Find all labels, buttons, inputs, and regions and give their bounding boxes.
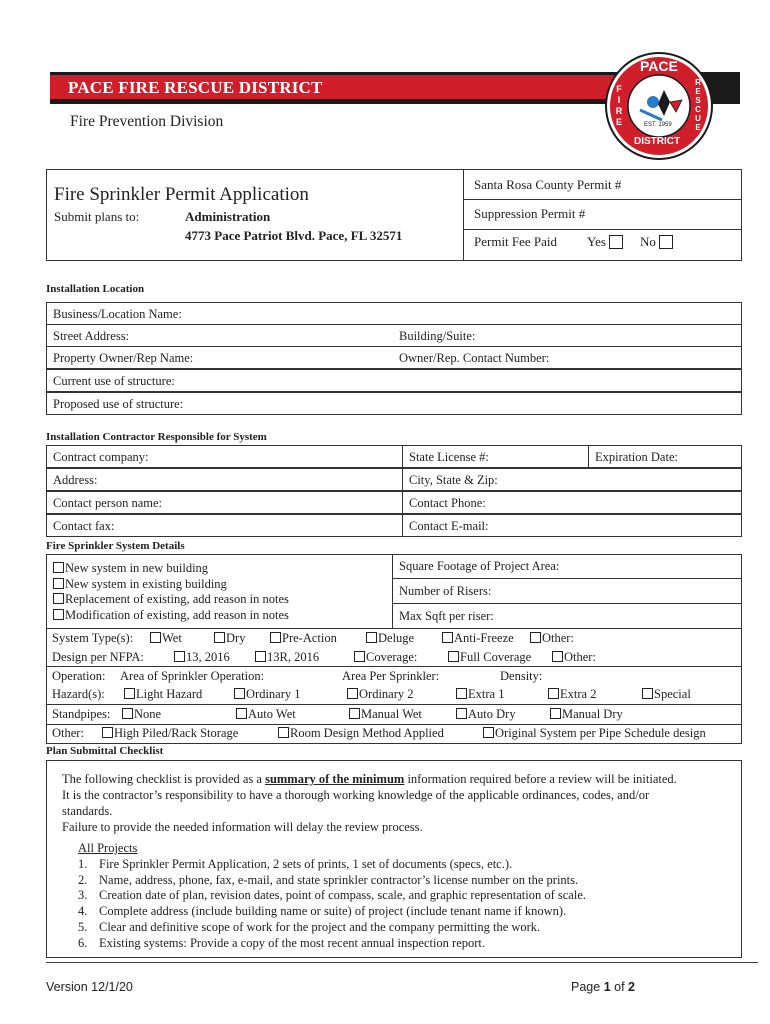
application-title: Fire Sprinkler Permit Application	[54, 184, 309, 205]
design-13-checkbox[interactable]	[174, 651, 185, 662]
option-replacement-label: Replacement of existing, add reason in notes	[65, 592, 289, 606]
checklist-item-text: Existing systems: Provide a copy of the most recent annual inspection report.	[99, 935, 486, 950]
design-coverage[interactable]	[354, 650, 417, 665]
checklist-text	[62, 771, 732, 835]
type-wet-label: Wet	[162, 631, 182, 645]
expiration-divider	[588, 445, 589, 468]
checklist-line-2: It is the contractor’s responsibility to have a thorough working knowledge of the applicable ordinances, codes, and/or	[62, 788, 650, 802]
checklist-item	[78, 873, 738, 889]
checklist-item-number: 2.	[78, 872, 88, 887]
permit-divider-1	[463, 199, 742, 200]
option-modification-label: Modification of existing, add reason in notes	[65, 607, 289, 622]
hazard-extra-2-label: Extra 2	[560, 687, 597, 701]
contact-email-label: Contact E-mail:	[409, 519, 489, 533]
page-number	[571, 980, 635, 994]
operation-label: Operation:	[52, 669, 106, 683]
contract-company-row[interactable]	[46, 445, 742, 468]
business-name-row[interactable]	[46, 302, 742, 325]
suppression-permit-field[interactable]: Suppression Permit #	[474, 206, 586, 221]
standpipe-none-label: None	[134, 707, 162, 721]
option-modification-checkbox[interactable]	[53, 609, 64, 620]
fee-no-label: No	[640, 234, 656, 249]
checklist-item-number: 6.	[78, 935, 88, 950]
contractor-heading: Installation Contractor Responsible for System	[46, 431, 267, 443]
checklist-item-number: 5.	[78, 919, 88, 934]
submit-address: 4773 Pace Patriot Blvd. Pace, FL 32571	[185, 228, 403, 243]
other-high-piled-label: High Piled/Rack Storage	[114, 726, 239, 740]
other-room-design-label: Room Design Method Applied	[290, 726, 444, 740]
option-new-building[interactable]	[53, 561, 289, 577]
version-label: Version 12/1/20	[46, 980, 133, 994]
design-divider	[46, 666, 742, 667]
logo-est: EST. 1959	[644, 122, 672, 128]
hazard-ordinary-1[interactable]	[234, 687, 301, 702]
standpipe-manual-wet-label: Manual Wet	[361, 707, 422, 721]
checklist-item-text: Clear and definitive scope of work for the project and the company permitting the work.	[99, 919, 541, 934]
hazard-extra-2[interactable]	[548, 687, 596, 702]
type-deluge-label: Deluge	[378, 631, 415, 645]
hazard-ordinary-2[interactable]	[347, 687, 414, 702]
contractor-address-label: Address:	[53, 473, 98, 487]
page-of: of	[614, 980, 625, 994]
area-operation-field[interactable]: Area of Sprinkler Operation:	[120, 669, 265, 683]
design-coverage-label: Coverage:	[366, 650, 418, 664]
contractor-col-divider	[402, 445, 403, 537]
checklist-line-4: Failure to provide the needed information will delay the review process.	[62, 820, 423, 834]
city-state-zip-label: City, State & Zip:	[409, 473, 498, 487]
standpipe-manual-dry-label: Manual Dry	[562, 707, 623, 721]
standpipe-divider	[46, 724, 742, 725]
other-pipe-schedule-label: Original System per Pipe Schedule design	[495, 726, 706, 740]
hazard-ordinary-1-label: Ordinary 1	[246, 687, 301, 701]
contract-company-label: Contract company:	[53, 450, 149, 464]
business-name-label: Business/Location Name:	[53, 307, 182, 321]
system-option-list	[53, 561, 289, 623]
hazard-ordinary-2-checkbox[interactable]	[347, 688, 358, 699]
other-pipe-schedule[interactable]	[483, 726, 706, 741]
option-modification[interactable]	[53, 608, 289, 624]
design-other-label: Other:	[564, 650, 596, 664]
hazard-light-checkbox[interactable]	[124, 688, 135, 699]
design-13r-checkbox[interactable]	[255, 651, 266, 662]
all-projects-heading: All Projects	[78, 841, 138, 855]
max-sqft-field[interactable]: Max Sqft per riser:	[399, 609, 494, 623]
design-label: Design per NFPA:	[52, 650, 144, 664]
system-types-label: System Type(s):	[52, 631, 134, 645]
design-13r-label: 13R, 2016	[267, 650, 320, 664]
building-suite-label: Building/Suite:	[399, 329, 476, 343]
fee-no-checkbox[interactable]	[659, 235, 673, 249]
license-label: State License #:	[409, 450, 489, 464]
checklist-item-number: 3.	[78, 888, 88, 903]
option-replacement-checkbox[interactable]	[53, 593, 64, 604]
other-pipe-schedule-checkbox[interactable]	[483, 727, 494, 738]
fee-yes[interactable]	[587, 234, 624, 250]
owner-row[interactable]	[46, 346, 742, 369]
hazard-ordinary-1-checkbox[interactable]	[234, 688, 245, 699]
page-prefix: Page	[571, 980, 601, 994]
hazard-divider	[46, 704, 742, 705]
checklist-item-text: Creation date of plan, revision dates, point of compass, scale, and graphic representation of scale.	[99, 888, 586, 903]
option-new-building-checkbox[interactable]	[53, 562, 64, 573]
checklist-intro	[62, 771, 732, 787]
contact-person-label: Contact person name:	[53, 496, 162, 510]
checklist-item	[78, 920, 738, 936]
street-address-label: Street Address:	[53, 329, 130, 343]
type-deluge-checkbox[interactable]	[366, 632, 377, 643]
hazard-extra-2-checkbox[interactable]	[548, 688, 559, 699]
type-other[interactable]	[530, 631, 574, 646]
fee-yes-label: Yes	[587, 234, 606, 249]
hazard-label: Hazard(s):	[52, 687, 105, 701]
standpipe-none-checkbox[interactable]	[122, 708, 133, 719]
type-pre-action[interactable]	[270, 631, 337, 646]
proposed-use-label: Proposed use of structure:	[53, 397, 184, 411]
permit-divider-2	[463, 229, 742, 230]
hazard-ordinary-2-label: Ordinary 2	[359, 687, 414, 701]
standpipe-manual-wet-checkbox[interactable]	[349, 708, 360, 719]
option-replacement[interactable]	[53, 592, 289, 608]
checklist-line-3: standards.	[62, 804, 113, 818]
checklist-item-text: Complete address (include building name or suite) of project (include tenant name if known).	[99, 904, 567, 919]
intro-suffix: information required before a review will be initiated.	[407, 772, 677, 786]
logo-text-top: PACE	[640, 58, 678, 74]
logo-text-left: F I R E	[615, 84, 623, 127]
type-anti-freeze-label: Anti-Freeze	[454, 631, 514, 645]
type-pre-action-checkbox[interactable]	[270, 632, 281, 643]
type-anti-freeze[interactable]	[442, 631, 514, 646]
intro-emphasis: summary of the minimum	[265, 772, 405, 786]
hazard-special[interactable]	[642, 687, 691, 702]
other-high-piled[interactable]	[102, 726, 238, 741]
design-coverage-checkbox[interactable]	[354, 651, 365, 662]
hazard-special-checkbox[interactable]	[642, 688, 653, 699]
type-dry[interactable]	[214, 631, 245, 646]
page-current: 1	[603, 980, 611, 994]
street-address-row[interactable]	[46, 324, 742, 347]
design-full-coverage-label: Full Coverage	[460, 650, 532, 664]
checklist-item-number: 4.	[78, 904, 88, 919]
option-existing-building-checkbox[interactable]	[53, 578, 64, 589]
owner-name-label: Property Owner/Rep Name:	[53, 351, 194, 365]
area-per-sprinkler-field[interactable]: Area Per Sprinkler:	[342, 669, 440, 683]
footer-rule	[46, 962, 758, 963]
district-name: PACE FIRE RESCUE DISTRICT	[68, 78, 323, 97]
submit-to: Administration	[185, 209, 271, 224]
contact-fax-row[interactable]	[46, 514, 742, 537]
checklist-item-number: 1.	[78, 857, 88, 871]
hazard-extra-1-label: Extra 1	[468, 687, 505, 701]
type-pre-action-label: Pre-Action	[282, 631, 337, 645]
checklist-item	[78, 904, 738, 920]
type-dry-label: Dry	[226, 631, 246, 645]
standpipe-auto-dry-checkbox[interactable]	[456, 708, 467, 719]
option-new-building-label: New system in new building	[65, 561, 209, 575]
expiration-label: Expiration Date:	[595, 450, 678, 464]
contact-phone-label: Contact Phone:	[409, 496, 486, 510]
standpipe-auto-wet-checkbox[interactable]	[236, 708, 247, 719]
contractor-address-row[interactable]	[46, 468, 742, 491]
contact-person-row[interactable]	[46, 491, 742, 514]
other-label: Other:	[52, 726, 84, 740]
sqft-divider	[392, 578, 742, 579]
standpipe-manual-dry[interactable]	[550, 707, 623, 722]
design-full-coverage-checkbox[interactable]	[448, 651, 459, 662]
installation-location-heading: Installation Location	[46, 283, 145, 295]
county-permit-field[interactable]: Santa Rosa County Permit #	[474, 177, 622, 192]
checklist-items	[78, 857, 738, 951]
district-logo	[604, 50, 714, 162]
hazard-extra-1[interactable]	[456, 687, 504, 702]
type-dry-checkbox[interactable]	[214, 632, 225, 643]
design-13r[interactable]	[255, 650, 319, 665]
design-other-checkbox[interactable]	[552, 651, 563, 662]
type-wet[interactable]	[150, 631, 182, 646]
contact-fax-label: Contact fax:	[53, 519, 115, 533]
type-anti-freeze-checkbox[interactable]	[442, 632, 453, 643]
density-field[interactable]: Density:	[500, 669, 543, 683]
type-wet-checkbox[interactable]	[150, 632, 161, 643]
division-name: Fire Prevention Division	[70, 113, 224, 130]
submit-label: Submit plans to:	[54, 209, 140, 224]
option-existing-building[interactable]	[53, 577, 289, 593]
design-other[interactable]	[552, 650, 596, 665]
checklist-item	[78, 888, 738, 904]
current-use-row[interactable]	[46, 369, 742, 392]
system-details-heading: Fire Sprinkler System Details	[46, 540, 185, 552]
standpipe-manual-dry-checkbox[interactable]	[550, 708, 561, 719]
fee-paid-label: Permit Fee Paid	[474, 234, 558, 249]
checklist-item-text: Name, address, phone, fax, e-mail, and state sprinkler contractor’s license number on the prints.	[99, 872, 579, 887]
square-footage-field[interactable]: Square Footage of Project Area:	[399, 559, 560, 573]
current-use-label: Current use of structure:	[53, 374, 175, 388]
type-other-label: Other:	[542, 631, 574, 645]
checklist-heading: Plan Submittal Checklist	[46, 745, 164, 757]
hazard-special-label: Special	[654, 687, 691, 701]
checklist-item	[78, 857, 738, 873]
design-13[interactable]	[174, 650, 230, 665]
option-existing-building-label: New system in existing building	[65, 576, 227, 591]
other-high-piled-checkbox[interactable]	[102, 727, 113, 738]
intro-prefix: The following checklist is provided as a	[62, 772, 262, 786]
standpipe-manual-wet[interactable]	[349, 707, 422, 722]
other-room-design[interactable]	[278, 726, 444, 741]
fee-no[interactable]	[640, 234, 674, 250]
logo-text-right: R E S C U E	[695, 78, 701, 132]
checklist-item-text: Fire Sprinkler Permit Application, 2 sets of prints, 1 set of documents (specs, etc.).	[99, 857, 513, 871]
system-options-divider	[392, 554, 393, 628]
page-total: 2	[628, 980, 635, 994]
type-deluge[interactable]	[366, 631, 414, 646]
proposed-use-row[interactable]	[46, 392, 742, 415]
design-full-coverage[interactable]	[448, 650, 531, 665]
checklist-item	[78, 936, 738, 952]
hazard-light-label: Light Hazard	[136, 687, 203, 701]
other-room-design-checkbox[interactable]	[278, 727, 289, 738]
logo-text-bottom: DISTRICT	[634, 136, 681, 147]
standpipe-auto-wet[interactable]	[236, 707, 296, 722]
risers-divider	[392, 603, 742, 604]
standpipe-none[interactable]	[122, 707, 161, 722]
standpipe-auto-dry[interactable]	[456, 707, 516, 722]
fee-yes-checkbox[interactable]	[609, 235, 623, 249]
hazard-extra-1-checkbox[interactable]	[456, 688, 467, 699]
system-options-bottom	[46, 628, 742, 629]
risers-field[interactable]: Number of Risers:	[399, 584, 492, 598]
type-other-checkbox[interactable]	[530, 632, 541, 643]
owner-contact-label: Owner/Rep. Contact Number:	[399, 351, 550, 365]
design-13-label: 13, 2016	[186, 650, 230, 664]
standpipes-label: Standpipes:	[52, 707, 111, 721]
hazard-light[interactable]	[124, 687, 202, 702]
standpipe-auto-dry-label: Auto Dry	[468, 707, 516, 721]
standpipe-auto-wet-label: Auto Wet	[248, 707, 296, 721]
